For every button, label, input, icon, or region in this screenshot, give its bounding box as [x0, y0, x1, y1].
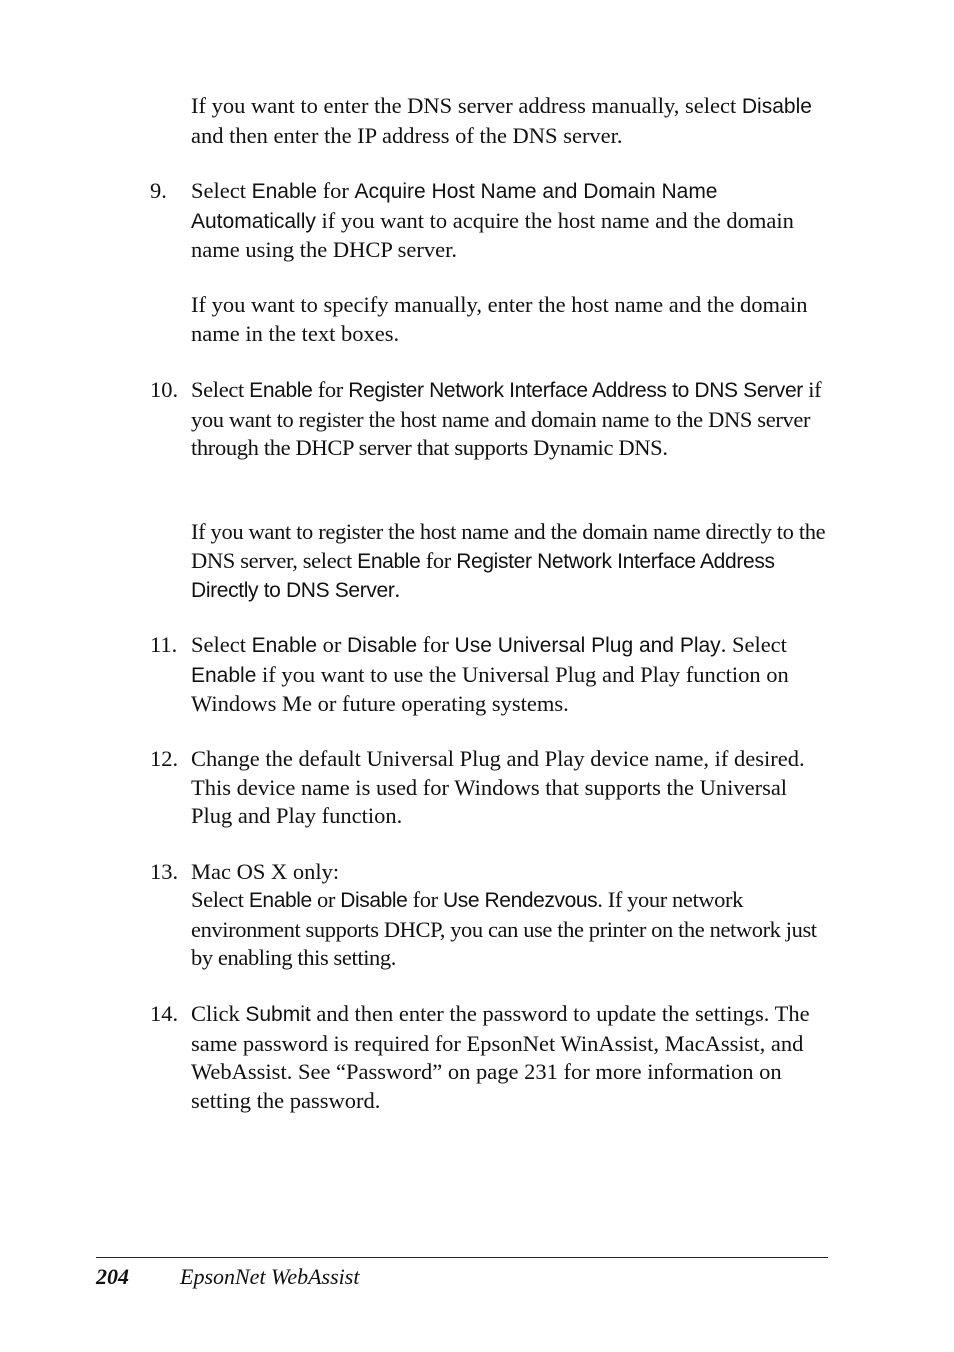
intro-text: and then enter the IP address of the DNS server. — [191, 122, 623, 148]
use-upnp-setting-label: Use Universal Plug and Play — [454, 634, 721, 657]
step-14-text-part: Click — [191, 1001, 246, 1026]
running-head: EpsonNet WebAssist — [180, 1264, 360, 1289]
submit-button-label: Submit — [245, 1003, 311, 1026]
step-14-number: 14. — [150, 1001, 179, 1026]
step-13-text-part: Select — [191, 887, 249, 912]
use-rendezvous-setting-label: Use Rendezvous — [442, 889, 598, 912]
step-14-text-part: and then enter the password to update the settings. The same password is required for EpsonNet WinAssist, MacAssist, and WebAssist. See “Password” on page 231 for more information on setting the password. — [191, 1001, 810, 1113]
intro-text: If you want to enter the DNS server address manually, select — [191, 93, 742, 118]
footer-rule — [96, 1257, 828, 1258]
enable-option-label: Enable — [251, 634, 317, 657]
step-9-text-part: if you want to acquire the host name and the domain name using the DHCP server. — [191, 207, 794, 262]
step-9-text — [191, 177, 827, 265]
enable-option-label: Enable — [248, 889, 312, 912]
step-11-text — [191, 631, 827, 719]
step-12-number: 12. — [150, 746, 179, 771]
enable-option-label: Enable — [251, 180, 317, 203]
page-number: 204 — [96, 1264, 129, 1289]
intro-paragraph — [191, 92, 827, 150]
step-13-number: 13. — [150, 859, 179, 884]
step-10-text-part: for — [312, 377, 349, 402]
step-10-note — [191, 518, 827, 606]
step-9-note: If you want to specify manually, enter the host name and the domain name in the text boxes. — [191, 292, 808, 346]
register-network-interface-setting-label: Register Network Interface Address to DNS Server — [348, 379, 803, 402]
step-10-note-part: . — [394, 577, 400, 602]
step-13-text-part: or — [311, 887, 341, 912]
enable-option-label: Enable — [357, 549, 421, 573]
step-12-text: Change the default Universal Plug and Play device name, if desired. This device name is used for Windows that supports the Universal Plug and Play function. — [191, 746, 805, 828]
step-11-text-part: or — [317, 632, 347, 657]
step-10-text — [191, 376, 827, 463]
register-directly-setting-label: Register Network Interface Address Directly to DNS Server — [191, 549, 775, 602]
acquire-host-name-setting-label: Acquire Host Name and Domain Name Automatically — [191, 180, 718, 233]
step-14-text — [191, 1000, 827, 1115]
step-11-text-part: Select — [191, 632, 252, 657]
step-10-number: 10. — [150, 377, 179, 402]
disable-option-label: Disable — [340, 889, 408, 912]
enable-option-label: Enable — [249, 379, 313, 402]
step-9-number: 9. — [150, 178, 167, 203]
step-13-heading: Mac OS X only: — [191, 859, 340, 884]
step-9-text-part: Select — [191, 178, 252, 203]
step-13-text — [191, 886, 827, 973]
step-10-text-part: Select — [191, 377, 250, 402]
disable-option-label: Disable — [347, 634, 418, 657]
step-11-number: 11. — [150, 632, 178, 657]
step-13-text-part: for — [407, 887, 443, 912]
step-11-text-part: if you want to use the Universal Plug and Play function on Windows Me or future operating systems. — [191, 661, 789, 716]
enable-option-label: Enable — [191, 663, 257, 687]
step-11-text-part: . Select — [720, 632, 787, 657]
disable-option-label: Disable — [741, 95, 812, 118]
step-10-note-part: If you want to register the host name and the domain name directly to the DNS server, select — [191, 519, 826, 573]
step-13-text-part: . If your network environment supports DHCP, you can use the printer on the network just by enabling this setting. — [191, 887, 817, 970]
step-11-text-part: for — [417, 632, 455, 657]
step-10-note-part: for — [420, 547, 457, 573]
step-9-text-part: for — [317, 178, 355, 203]
step-10-text-part: if you want to register the host name and domain name to the DNS server through the DHCP server that supports Dynamic DNS. — [191, 377, 822, 460]
